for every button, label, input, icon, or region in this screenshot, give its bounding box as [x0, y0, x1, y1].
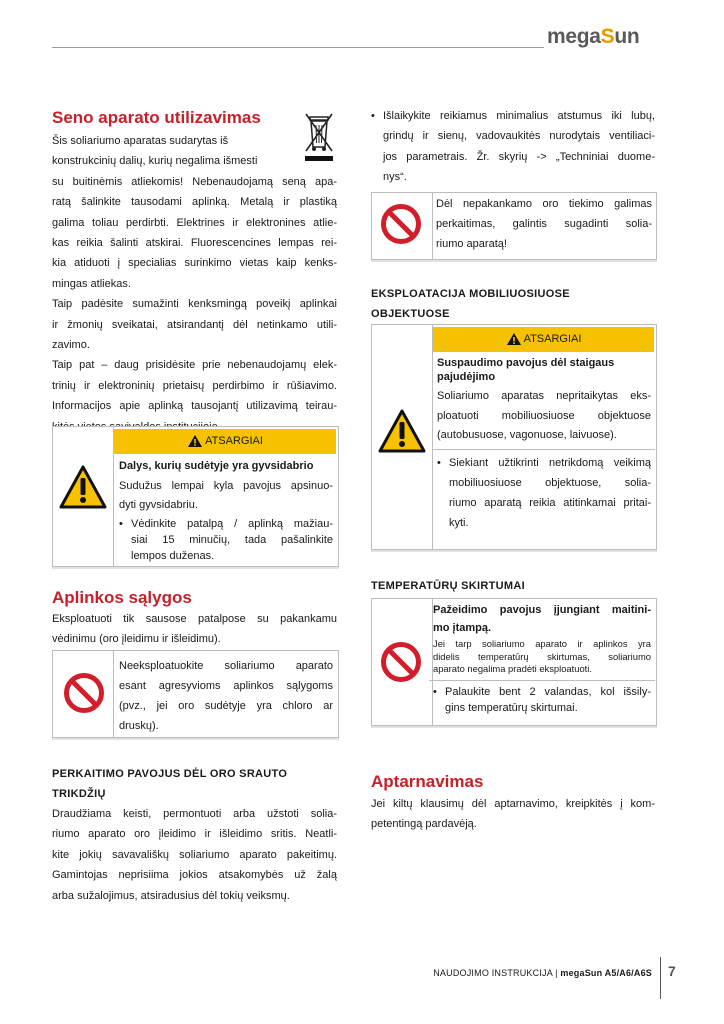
warning-body	[437, 356, 651, 533]
text-line: Soliariumo aparatas nepritaikytas eks-	[437, 390, 651, 402]
text-line: ir žmonių sveikatai, atsirandantį dėl netinkamo utili-	[52, 318, 337, 331]
warning-label: ATSARGIAI	[205, 435, 263, 447]
megasun-logo: megaSun	[547, 25, 640, 48]
text-line: kia atiduoti į specialias surinkimo vietas kaip kenks-	[52, 257, 337, 270]
text-line: Taip pat – daug prisidėsite prie nebenaudojamų elek-	[52, 359, 337, 372]
prohibition-icon	[63, 672, 105, 714]
text-line: petentingą pardavėją.	[371, 818, 477, 831]
prohibition-box-airflow	[371, 192, 657, 260]
text-line: galima toliau perdirbti. Elektrines ir elektronines atlie-	[52, 216, 337, 229]
text-line: Neeksploatuokite soliariumo aparato	[119, 660, 333, 672]
prohibition-box-environment	[52, 650, 339, 738]
warning-box-mobile	[371, 324, 657, 550]
prohibition-body	[119, 656, 333, 736]
warning-small-icon	[187, 434, 203, 448]
section-title-environment: Aplinkos sąlygos	[52, 588, 192, 607]
text-line: Dėl nepakankamo oro tiekimo galimas	[436, 198, 652, 210]
warning-icon-cell	[372, 325, 433, 549]
text-line: druskų).	[119, 720, 159, 732]
text-line: konstrukcinių dalių, kurių negalima išmesti	[52, 155, 258, 168]
footer-manual-title: NAUDOJIMO INSTRUKCIJA | megaSun A5/A6/A6S	[433, 968, 652, 978]
bullet-item: • Išlaikykite reikiamus minimalius atstumus iki lubų, grindų ir sienų, vadovaukitės nurodytais ventiliaci- jos parametrais. Žr. skyrių -> „Techniniai duome- nys“.	[371, 106, 655, 188]
prohibition-icon	[380, 203, 422, 245]
footer-divider	[660, 957, 661, 999]
warning-title: Dalys, kurių sudėtyje yra gyvsidabrio	[119, 460, 314, 472]
warning-header	[114, 429, 336, 454]
warning-label: ATSARGIAI	[523, 333, 582, 345]
text-line: (autobusuose, vagonuose, laivuose).	[437, 429, 617, 441]
warning-box-mercury	[52, 426, 339, 567]
text-line: ploatuoti mobiliuosiuose objektuose	[437, 409, 651, 422]
ventilation-bullet	[371, 106, 655, 188]
text-line: zavimo.	[52, 339, 90, 352]
warning-icon-cell	[53, 427, 114, 566]
text-line: Taip padėsite sumažinti kenksmingą poveikį aplinkai	[52, 298, 337, 311]
warning-triangle-icon	[378, 409, 426, 453]
text-line: trinių ir elektroninių prietaisų perdirbimo ir rūšiavimo.	[52, 379, 337, 392]
text-line: perkaitimas, galintis sugadinti solia-	[436, 218, 652, 230]
text-line: su buitinėmis atliekomis! Nebenaudojamą seną apa-	[52, 175, 337, 188]
bullet-item: • Siekiant užtikrinti netrikdomą veikimą mobiliuosiuose objektuose, solia- riumo aparatą reikia atitinkamai pritai- kyti.	[437, 453, 651, 533]
text-line: Jei kiltų klausimų dėl aptarnavimo, kreipkitės į kom-	[371, 798, 655, 810]
text-line: riumo aparato oro įleidimo ir išleidimo sritis. Neatli-	[52, 828, 337, 841]
warning-header	[433, 327, 654, 352]
text-line: Informacijos apie aplinką tausojantį utilizavimą teirau-	[52, 400, 337, 413]
text-line: dyti gyvsidabriu.	[119, 499, 198, 511]
warning-bullet-section	[433, 449, 655, 533]
overheating-text	[52, 804, 337, 906]
header-rule	[52, 47, 544, 48]
prohibition-icon	[380, 641, 422, 683]
section-title-temperature: TEMPERATŪRŲ SKIRTUMAI	[371, 580, 525, 592]
text-line: riumo aparatą!	[436, 238, 507, 250]
warning-body	[119, 457, 333, 564]
text-line: mingas atliekas.	[52, 277, 131, 290]
prohibition-body	[436, 194, 652, 254]
text-line: ratą šalinkite tausodami aplinką. Metalą ir plastiką	[52, 196, 337, 209]
warning-bullet-section	[429, 680, 655, 716]
prohibition-box-temperature	[371, 598, 657, 726]
prohibition-icon-cell	[53, 651, 114, 737]
text-line: Eksploatuoti tik sausose patalpose su pakankamu	[52, 613, 337, 625]
warning-description: Jei tarp soliariumo aparato ir aplinkos yra didelis temperatūrų skirtumas, soliariumo aparato negalima pradėti eksploatuoti.	[433, 638, 651, 674]
prohibition-icon-cell	[372, 193, 433, 259]
warning-title: Pažeidimo pavojus įjungiant maitini- mo įtampą.	[433, 604, 651, 634]
page-number: 7	[668, 963, 676, 979]
text-line: Gamintojas neprisiima jokios atsakomybės už žalą	[52, 869, 337, 882]
text-line: kas reikia šalinti atskirai. Fluorescencines lempas rei-	[52, 237, 337, 250]
warning-small-icon	[506, 332, 522, 346]
prohibition-icon-cell	[372, 599, 433, 725]
service-text	[371, 794, 655, 835]
text-line: arba sužalojimus, atsiradusius dėl tokių veiksmų.	[52, 889, 290, 902]
prohibition-body	[433, 601, 651, 716]
bullet-item: • Palaukite bent 2 valandas, kol išsily- gins temperatūrų skirtumai.	[433, 684, 651, 716]
section-title-service: Aptarnavimas	[371, 772, 484, 791]
text-line: vėdinimu (oro įleidimu ir išleidimu).	[52, 633, 221, 646]
warning-triangle-icon	[59, 465, 107, 509]
text-line: Šis soliariumo aparatas sudarytas iš	[52, 135, 229, 147]
warning-title: Suspaudimo pavojus dėl staigaus pajudėjimo	[437, 357, 615, 383]
text-line: Sudužus lempai kyla pavojus apsinuo-	[119, 479, 333, 492]
section-title-mobile: EKSPLOATACIJA MOBILIUOSIUOSE OBJEKTUOSE	[371, 288, 570, 320]
text-line: Draudžiama keisti, permontuoti arba užstoti solia-	[52, 808, 337, 820]
section-title-disposal: Seno aparato utilizavimas	[52, 108, 261, 127]
bullet-item: • Vėdinkite patalpą / aplinką mažiau- siai 15 minučių, tada pašalinkite lempos duženas.	[119, 516, 333, 564]
text-line: kite jokių savavališkų soliariumo aparato pakeitimų.	[52, 848, 337, 861]
disposal-text	[52, 131, 337, 437]
text-line: esant agresyvioms aplinkos sąlygoms	[119, 680, 333, 692]
environment-text	[52, 609, 337, 650]
section-title-overheating: PERKAITIMO PAVOJUS DĖL ORO SRAUTO TRIKDŽIŲ	[52, 768, 288, 800]
text-line: (pvz., jei oro sudėtyje yra chloro ar	[119, 700, 333, 712]
